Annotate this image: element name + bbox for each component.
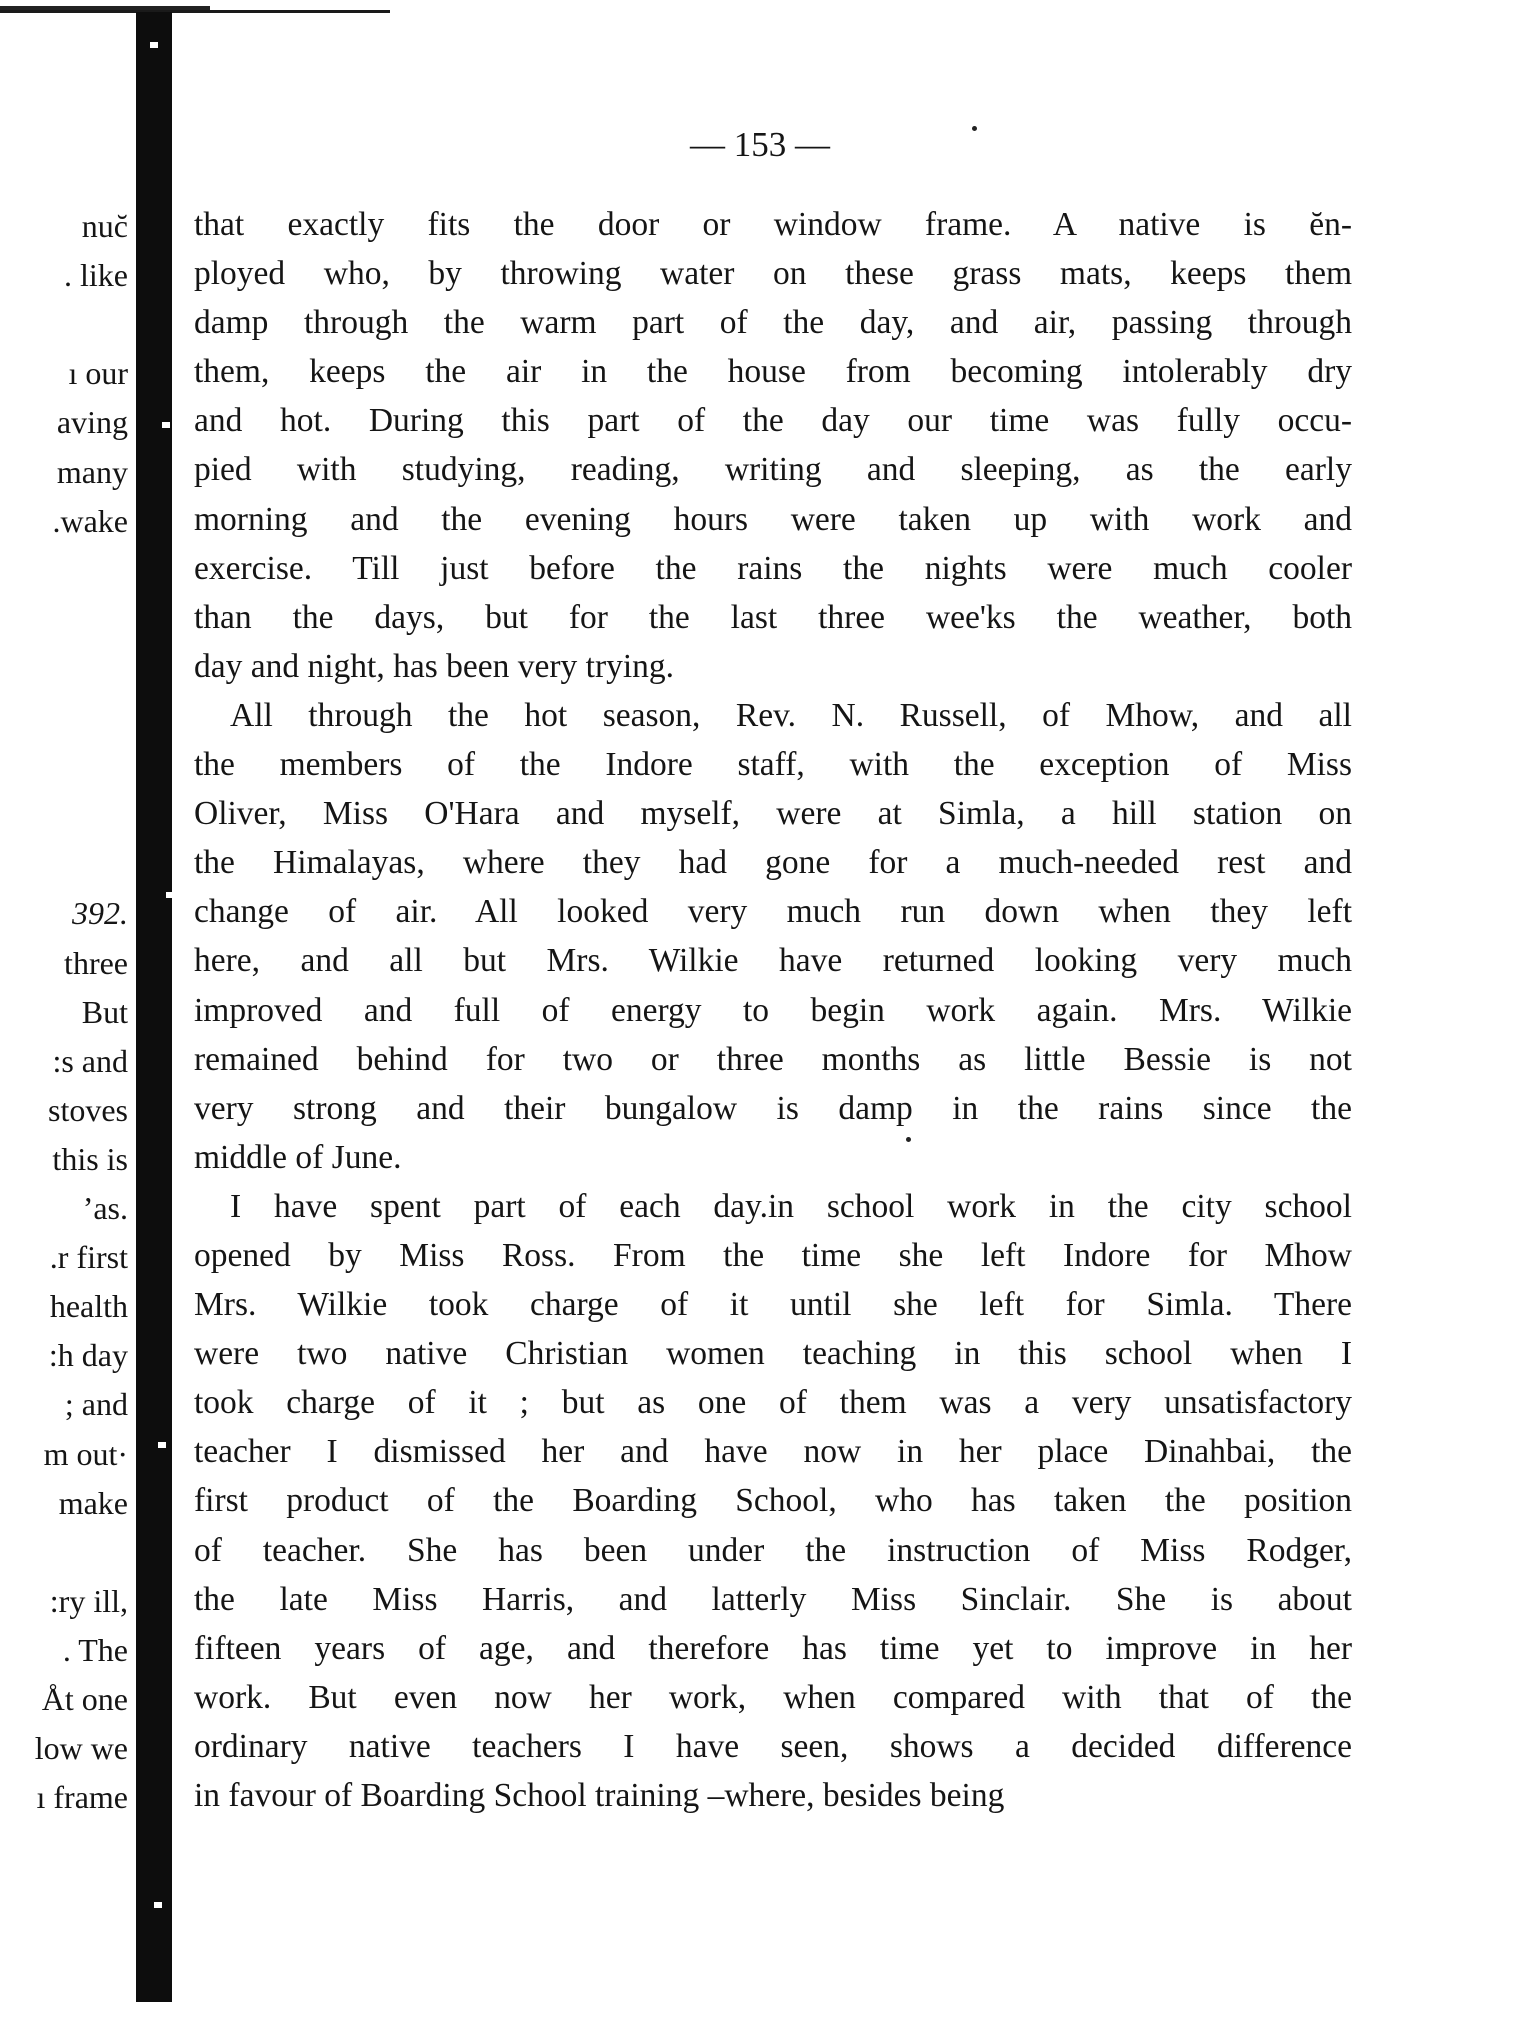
gutter-speck (150, 42, 158, 48)
margin-fragment: ; and (64, 1386, 128, 1423)
margin-fragment: ı frame (36, 1779, 128, 1816)
text-line: change of air. All looked very much run down when they left (194, 893, 1352, 931)
text-line: I have spent part of each day.in school work in the city school (230, 1187, 1352, 1225)
text-line: first product of the Boarding School, who has taken the position (194, 1482, 1352, 1520)
paragraph (194, 200, 1352, 691)
ink-speck (972, 126, 977, 131)
text-line: ployed who, by throwing water on these grass mats, keeps them (194, 255, 1352, 293)
text-line: exercise. Till just before the rains the nights were much cooler (194, 549, 1352, 587)
text-line: the Himalayas, where they had gone for a much-needed rest and (194, 844, 1352, 882)
margin-fragment: 392. (72, 895, 128, 932)
text-line: very strong and their bungalow is damp in the rains since the (194, 1089, 1352, 1127)
text-line: day and night, has been very trying. (194, 647, 675, 685)
paragraph (194, 1182, 1352, 1820)
text-line: Oliver, Miss O'Hara and myself, were at Simla, a hill station on (194, 795, 1352, 833)
text-line: Mrs. Wilkie took charge of it until she left for Simla. There (194, 1286, 1352, 1324)
margin-fragment: . like (64, 257, 128, 294)
margin-fragment: make (58, 1484, 128, 1521)
gutter-speck (166, 892, 174, 898)
text-line: All through the hot season, Rev. N. Russell, of Mhow, and all (230, 696, 1352, 734)
text-line: remained behind for two or three months as little Bessie is not (194, 1040, 1352, 1078)
margin-fragment: many (56, 453, 128, 490)
gutter-speck (162, 422, 170, 428)
text-line: ordinary native teachers I have seen, shows a decided difference (194, 1727, 1352, 1765)
margin-fragment: . The (62, 1631, 128, 1668)
margin-fragment: :ry ill, (49, 1582, 128, 1619)
margin-fragment: m out· (43, 1435, 128, 1472)
text-line: work. But even now her work, when compared with that of the (194, 1678, 1352, 1716)
text-line: fifteen years of age, and therefore has time yet to improve in her (194, 1629, 1352, 1667)
body-text (194, 200, 1352, 1820)
ink-speck (906, 1137, 911, 1142)
text-line: here, and all but Mrs. Wilkie have returned looking very much (194, 942, 1352, 980)
margin-fragment: three (64, 944, 128, 981)
margin-fragment: ʼas. (82, 1190, 128, 1226)
margin-fragment: :s and (52, 1042, 128, 1079)
text-line: took charge of it ; but as one of them was a very unsatisfactory (194, 1384, 1352, 1422)
gutter-speck (154, 1902, 162, 1908)
margin-fragment: ı our (68, 355, 128, 392)
text-line: than the days, but for the last three wee'ks the weather, both (194, 598, 1352, 636)
margin-fragment: :h day (48, 1337, 128, 1374)
margin-fragment: health (49, 1288, 128, 1325)
facing-page-fragments (0, 0, 128, 2029)
text-line: morning and the evening hours were taken up with work and (194, 500, 1352, 538)
margin-fragment: this is (52, 1140, 128, 1177)
page-number: — 153 — (690, 125, 830, 164)
margin-fragment: .wake (52, 502, 128, 539)
margin-fragment: Åt one (41, 1681, 128, 1717)
text-line: damp through the warm part of the day, and air, passing through (194, 304, 1352, 342)
margin-fragment: But (81, 993, 128, 1030)
text-line: were two native Christian women teaching in this school when I (194, 1335, 1352, 1373)
text-line: in favour of Boarding School training –where, besides being (194, 1777, 1005, 1814)
text-line: opened by Miss Ross. From the time she left Indore for Mhow (194, 1236, 1352, 1274)
text-line: teacher I dismissed her and have now in her place Dinahbai, the (194, 1433, 1352, 1471)
text-line: and hot. During this part of the day our time was fully occu- (194, 402, 1352, 440)
text-line: the members of the Indore staff, with the exception of Miss (194, 746, 1352, 784)
text-line: middle of June. (194, 1138, 402, 1176)
gutter-speck (158, 1442, 166, 1448)
text-line: the late Miss Harris, and latterly Miss Sinclair. She is about (194, 1580, 1352, 1618)
margin-fragment: aving (56, 404, 128, 441)
margin-fragment: stoves (48, 1091, 128, 1128)
text-line: improved and full of energy to begin work again. Mrs. Wilkie (194, 991, 1352, 1029)
margin-fragment: low we (34, 1730, 128, 1767)
paragraph (194, 691, 1352, 1182)
text-line: them, keeps the air in the house from becoming intolerably dry (194, 353, 1352, 391)
text-line: pied with studying, reading, writing and sleeping, as the early (194, 451, 1352, 489)
margin-fragment: nuc̆ (81, 208, 128, 244)
text-line: of teacher. She has been under the instruction of Miss Rodger, (194, 1531, 1352, 1569)
binding-gutter (136, 12, 172, 2002)
margin-fragment: .r first (49, 1239, 128, 1276)
text-line: that exactly fits the door or window frame. A native is ĕn- (194, 206, 1352, 243)
